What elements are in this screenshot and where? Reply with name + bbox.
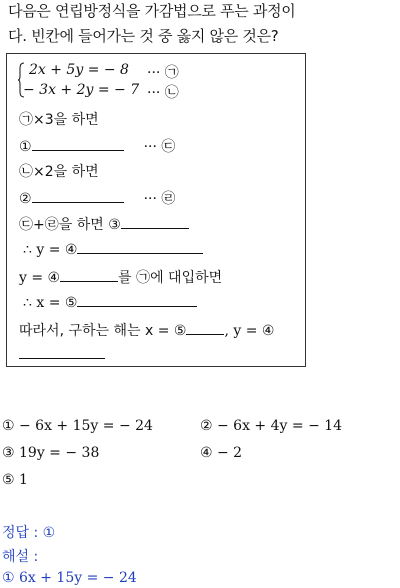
step-substitute-row (19, 267, 222, 287)
step-multiply-2: ㉡×2을 하면 (19, 164, 99, 180)
blank-1-tag: ··· ㉢ (143, 139, 176, 155)
blank-2 (32, 190, 124, 203)
equation-2: − 3x + 2y = − 7 (23, 82, 140, 98)
explanation-text: ① 6x + 15y = − 24 (2, 570, 137, 586)
blank-1-row (19, 136, 175, 156)
step-add-text: ㉢+㉣을 하면 ③ (19, 217, 121, 233)
explanation-label: 해설 : (2, 549, 39, 565)
step-multiply-1: ㉠×3을 하면 (19, 112, 99, 128)
step-substitute-suffix: 를 ㉠에 대입하면 (118, 270, 223, 286)
equation-1: 2x + 5y = − 8 (29, 62, 129, 78)
blank-1 (32, 138, 124, 151)
step-x-row (23, 294, 197, 311)
blank-2-row (19, 188, 175, 208)
question-line-1: 다음은 연립방정식을 가감법으로 푸는 과정이 (8, 2, 296, 20)
step-x-text: ∴ x = ⑤ (23, 295, 78, 311)
blank-3 (121, 216, 189, 229)
solution-box (6, 53, 306, 367)
equation-2-tag: ··· ㉡ (147, 85, 179, 101)
step-conclusion-row (19, 320, 274, 340)
blank-4c (19, 346, 105, 359)
blank-2-tag: ··· ㉣ (143, 191, 176, 207)
step-y-text: ∴ y = ④ (23, 242, 78, 258)
answer-label: 정답 : ① (2, 525, 56, 541)
blank-4 (77, 241, 203, 254)
step-final-row (19, 346, 105, 363)
step-substitute-prefix: y = ④ (19, 270, 61, 286)
option-2[interactable]: ② − 6x + 4y = − 14 (200, 418, 343, 434)
option-5[interactable]: ⑤ 1 (2, 472, 28, 488)
option-3[interactable]: ③ 19y = − 38 (2, 445, 100, 461)
blank-5b (186, 322, 224, 335)
step-add-row (19, 214, 189, 234)
blank-1-label: ① (19, 139, 32, 155)
step-conclusion-mid: , y = ④ (224, 323, 275, 339)
step-conclusion-text: 따라서, 구하는 해는 x = ⑤ (19, 323, 187, 339)
blank-4b (60, 269, 118, 282)
question-line-2: 다. 빈칸에 들어가는 것 중 옳지 않은 것은? (8, 27, 279, 45)
option-1[interactable]: ① − 6x + 15y = − 24 (2, 418, 153, 434)
option-4[interactable]: ④ − 2 (200, 445, 243, 461)
step-y-row (23, 241, 203, 258)
equation-1-tag: ··· ㉠ (147, 65, 179, 81)
blank-2-label: ② (19, 191, 32, 207)
blank-5 (77, 294, 197, 307)
